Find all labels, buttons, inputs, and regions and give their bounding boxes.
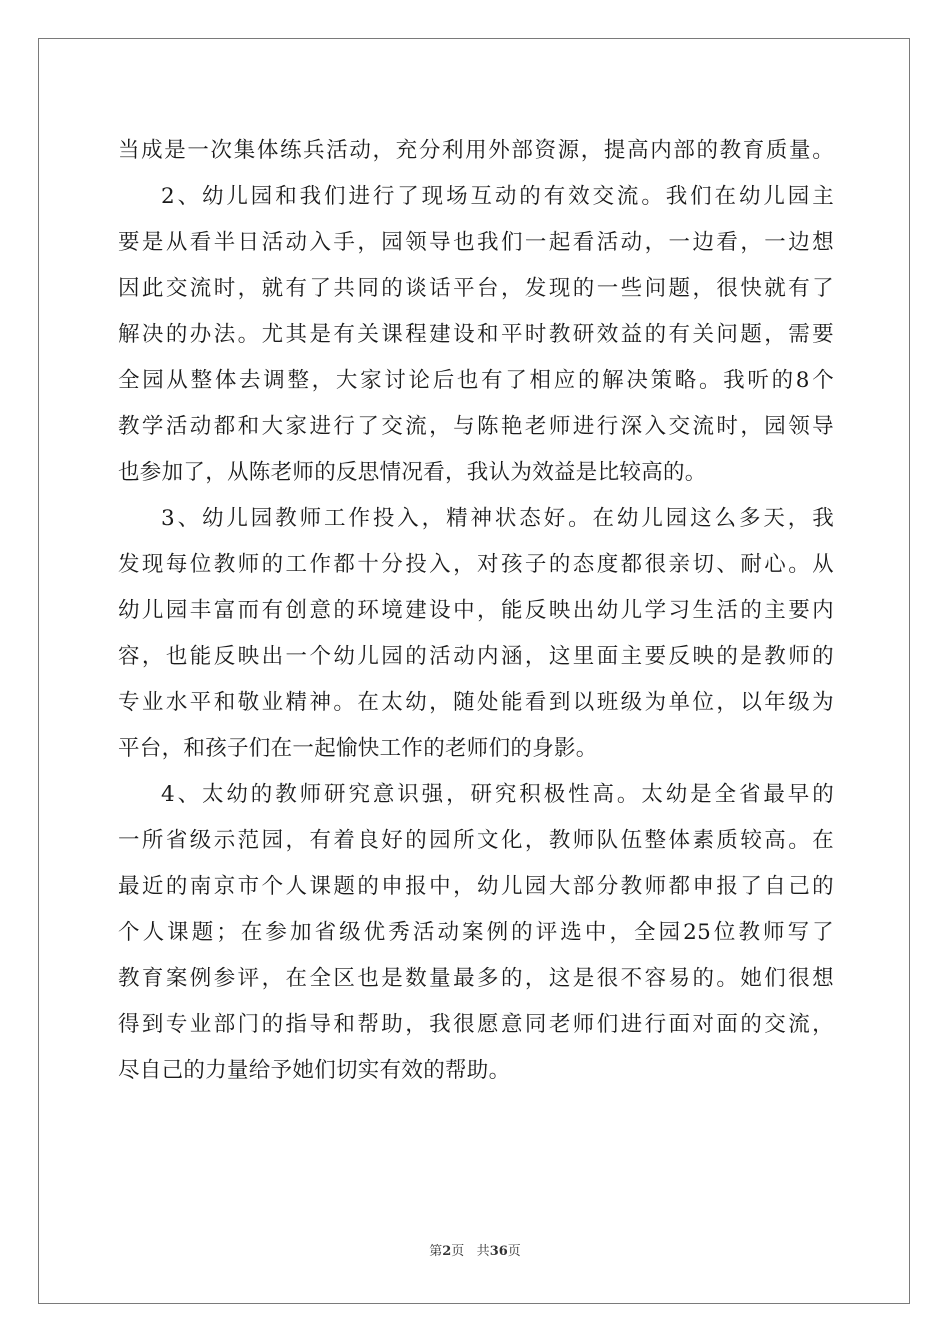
text-line: 幼儿园丰富而有创意的环境建设中，能反映出幼儿学习生活的主要内 (118, 598, 834, 623)
text-line: 个人课题；在参加省级优秀活动案例的评选中，全园25位教师写了 (118, 920, 834, 945)
text-line: 最近的南京市个人课题的申报中，幼儿园大部分教师都申报了自己的 (118, 874, 834, 899)
text-line: 2、幼儿园和我们进行了现场互动的有效交流。我们在幼儿园主 (161, 184, 834, 209)
page-footer (0, 1240, 950, 1259)
text-line: 一所省级示范园，有着良好的园所文化，教师队伍整体素质较高。在 (118, 828, 834, 853)
text-line: 平台，和孩子们在一起愉快工作的老师们的身影。 (118, 736, 598, 761)
total-prefix: 共 (476, 1244, 490, 1259)
text-line: 发现每位教师的工作都十分投入，对孩子的态度都很亲切、耐心。从 (118, 552, 834, 577)
text-line: 容，也能反映出一个幼儿园的活动内涵，这里面主要反映的是教师的 (118, 644, 834, 669)
total-pages: 36 (489, 1244, 508, 1259)
page-prefix: 第 (429, 1244, 443, 1259)
text-line: 4、太幼的教师研究意识强，研究积极性高。太幼是全省最早的 (161, 782, 834, 807)
document-body (118, 128, 834, 1094)
paragraph-3 (118, 496, 834, 772)
text-line: 当成是一次集体练兵活动，充分利用外部资源，提高内部的教育质量。 (118, 138, 834, 163)
paragraph-4 (118, 772, 834, 1094)
total-suffix: 页 (507, 1244, 521, 1259)
page-number: 2 (442, 1244, 452, 1259)
text-line: 因此交流时，就有了共同的谈话平台，发现的一些问题，很快就有了 (118, 276, 834, 301)
paragraph-continued (118, 128, 834, 174)
text-line: 专业水平和敬业精神。在太幼，随处能看到以班级为单位，以年级为 (118, 690, 834, 715)
text-line: 教育案例参评，在全区也是数量最多的，这是很不容易的。她们很想 (118, 966, 834, 991)
text-line: 要是从看半日活动入手，园领导也我们一起看活动，一边看，一边想 (118, 230, 834, 255)
text-line: 教学活动都和大家进行了交流，与陈艳老师进行深入交流时，园领导 (118, 414, 834, 439)
text-line: 得到专业部门的指导和帮助，我很愿意同老师们进行面对面的交流， (118, 1012, 834, 1037)
text-line: 3、幼儿园教师工作投入，精神状态好。在幼儿园这么多天，我 (161, 506, 834, 531)
page-suffix: 页 (451, 1244, 465, 1259)
paragraph-2 (118, 174, 834, 496)
text-line: 全园从整体去调整，大家讨论后也有了相应的解决策略。我听的8个 (118, 368, 834, 393)
text-line: 也参加了，从陈老师的反思情况看，我认为效益是比较高的。 (118, 460, 707, 485)
text-line: 解决的办法。尤其是有关课程建设和平时教研效益的有关问题，需要 (118, 322, 834, 347)
text-line: 尽自己的力量给予她们切实有效的帮助。 (118, 1058, 511, 1083)
